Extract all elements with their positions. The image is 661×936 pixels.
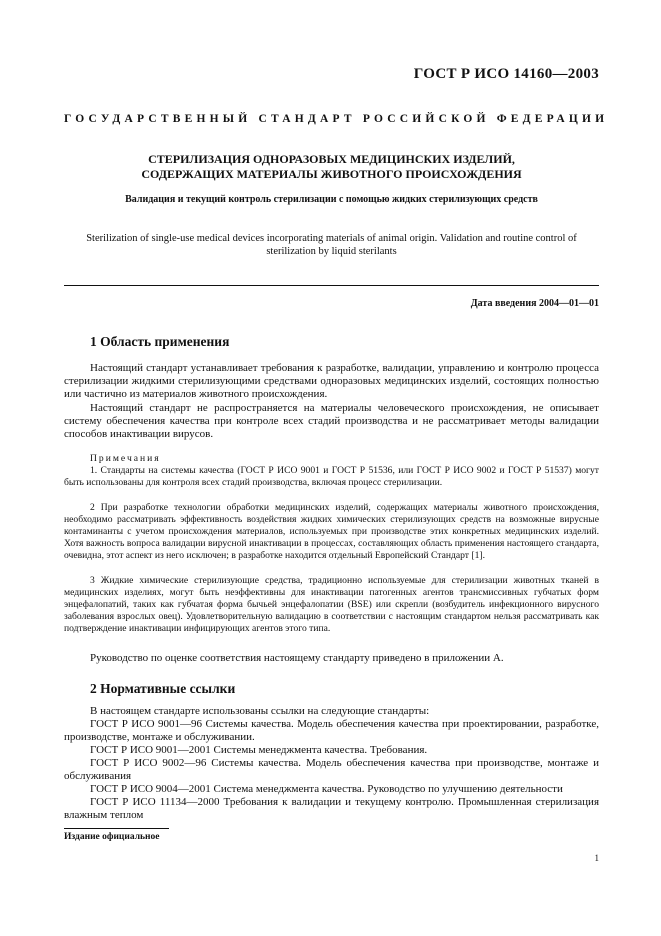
section-2-intro: В настоящем стандарте использованы ссылки на следующие стандарты: xyxy=(90,705,430,717)
reference-item: ГОСТ Р ИСО 9001—2001 Системы менеджмента качества. Требования. xyxy=(90,744,428,756)
standard-code: ГОСТ Р ИСО 14160—2003 xyxy=(413,66,599,82)
agency-name: ГОСУДАРСТВЕННЫЙ СТАНДАРТ РОССИЙСКОЙ ФЕДЕРАЦИИ xyxy=(64,113,609,125)
reference-item: ГОСТ Р ИСО 9002—96 Системы качества. Модель обеспечения качества при производстве, монтаже и обслуживания xyxy=(64,757,599,782)
footer-divider xyxy=(64,828,169,829)
section-1-heading: 1 Область применения xyxy=(90,334,230,349)
note-3: 3 Жидкие химические стерилизующие средства, традиционно используемые для стерилизации животных тканей в медицинских изделиях, могут быть неэффективны для инактивации патогенных агентов трансмиссивных губчатых форм энцефалопатий, таких как губчатая форма бычьей энцефалопатии (BSE) или скрепли (возбудитель инфекционного вирусного заболевания взрослых овец). Удовлетворительную валидацию в соответствии с настоящим стандартом нельзя рассматривать как подтверждение инактивации инфицирующих агентов этого типа. xyxy=(64,575,599,634)
introduction-date: Дата введения 2004—01—01 xyxy=(470,298,599,309)
title-line-2: СОДЕРЖАЩИХ МАТЕРИАЛЫ ЖИВОТНОГО ПРОИСХОЖДЕНИЯ xyxy=(141,167,522,181)
section-1-paragraph-1: Настоящий стандарт устанавливает требования к разработке, валидации, управлению и контролю процесса стерилизации жидкими стерилизующими средствами одноразовых медицинских изделий, состоящих полностью или частично из материалов животного происхождения. xyxy=(64,362,599,400)
official-edition-label: Издание официальное xyxy=(64,832,160,842)
reference-item: ГОСТ Р ИСО 9001—96 Системы качества. Модель обеспечения качества при проектировании, разработке, производстве, монтаже и обслуживании. xyxy=(64,718,599,743)
section-1-paragraph-2: Настоящий стандарт не распространяется на материалы человеческого происхождения, не описывает систему обеспечения качества при контроле всех стадий производства и не рассматривает методы валидации способов инактивации вирусов. xyxy=(64,402,599,440)
page-number: 1 xyxy=(594,853,599,863)
section-1-paragraph-3: Руководство по оценке соответствия настоящему стандарту приведено в приложении А. xyxy=(90,652,504,664)
document-subtitle: Валидация и текущий контроль стерилизации с помощью жидких стерилизующих средств xyxy=(125,194,538,205)
title-divider xyxy=(64,285,599,286)
english-title: Sterilization of single-use medical devices incorporating materials of animal origin. Validation and routine control of sterilization by liquid sterilants xyxy=(86,233,577,257)
note-2: 2 При разработке технологии обработки медицинских изделий, содержащих материалы животного происхождения, необходимо рассматривать эффективность воздействия жидких химических стерилизующих средств на возможные вирусные контаминанты с учетом происхождения материалов, используемых при производстве этих конкретных медицинских изделий. Хотя важность вопроса валидации вирусной инактивации в процессах, составляющих область применения настоящего стандарта, очевидна, этот аспект из него исключен; в разработке находится отдельный Европейский Стандарт [1]. xyxy=(64,502,599,561)
section-2-heading: 2 Нормативные ссылки xyxy=(90,681,236,696)
notes-heading: Примечания xyxy=(90,453,161,464)
document-title xyxy=(64,152,599,182)
reference-item: ГОСТ Р ИСО 9004—2001 Система менеджмента качества. Руководство по улучшению деятельности xyxy=(90,783,563,795)
note-1: 1. Стандарты на системы качества (ГОСТ Р ИСО 9001 и ГОСТ Р 51536, или ГОСТ Р ИСО 9002 и ГОСТ Р 51537) могут быть использованы для контроля всех стадий производства, включая процесс стерилизации. xyxy=(64,465,599,488)
title-line-1: СТЕРИЛИЗАЦИЯ ОДНОРАЗОВЫХ МЕДИЦИНСКИХ ИЗДЕЛИЙ, xyxy=(148,152,515,166)
reference-item: ГОСТ Р ИСО 11134—2000 Требования к валидации и текущему контролю. Промышленная стерилизация влажным теплом xyxy=(64,796,599,821)
